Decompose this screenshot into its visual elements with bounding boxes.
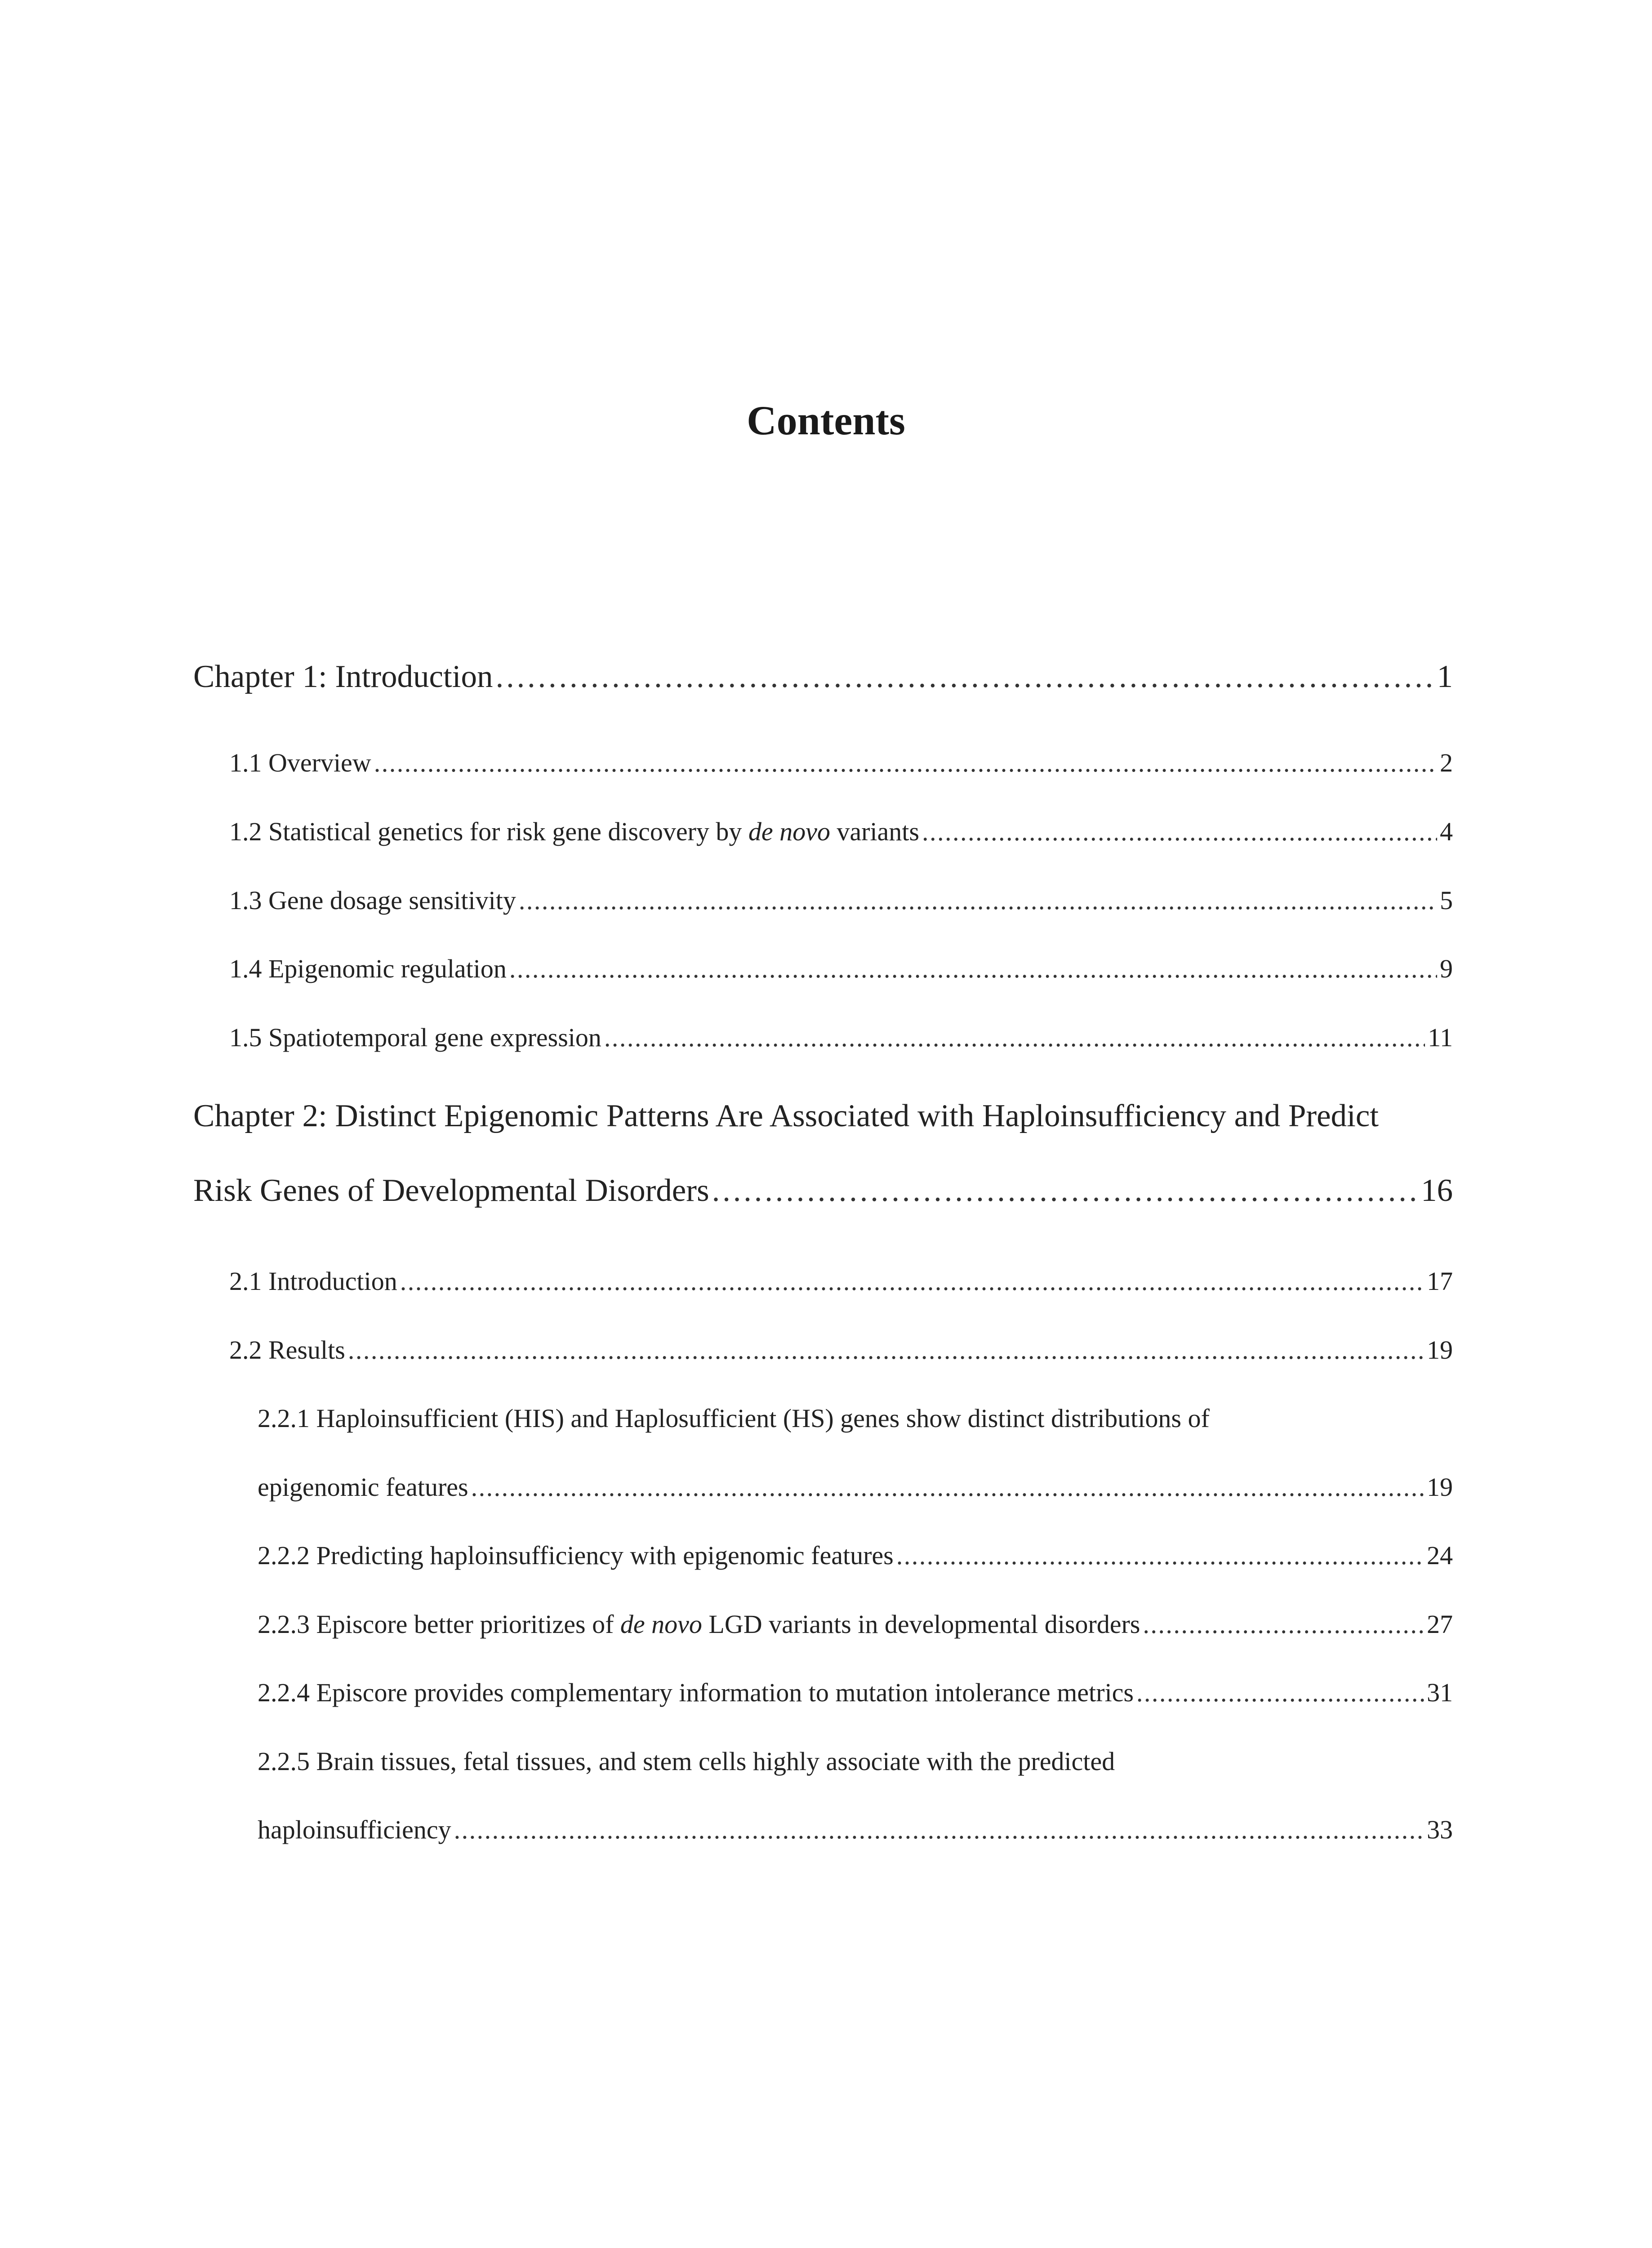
toc-page-number: 1 [1437, 659, 1453, 694]
toc-page-number: 4 [1440, 817, 1453, 846]
toc-entry-label: haploinsufficiency [258, 1815, 451, 1844]
toc-entry-label: 2.2 Results [229, 1335, 345, 1365]
toc-page-number: 5 [1440, 886, 1453, 915]
dot-leader [712, 1173, 1418, 1209]
toc-entry-chapter-2[interactable] [193, 1173, 1453, 1209]
toc-entry-2-2-1[interactable] [258, 1472, 1453, 1503]
dot-leader [495, 659, 1434, 695]
toc-entry-2-2-2[interactable] [258, 1540, 1453, 1571]
toc-page-number: 33 [1427, 1815, 1453, 1844]
toc-entry-chapter-1[interactable] [193, 659, 1453, 695]
dot-leader [604, 1022, 1425, 1053]
toc-entry-2-1[interactable] [229, 1266, 1453, 1297]
toc-entry-label: 1.4 Epigenomic regulation [229, 954, 507, 983]
toc-page-number: 24 [1427, 1541, 1453, 1570]
dot-leader [374, 747, 1437, 779]
toc-page-number: 31 [1427, 1678, 1453, 1707]
toc-page-number: 17 [1427, 1267, 1453, 1296]
toc-entry-1-2[interactable] [229, 816, 1453, 847]
toc-entry-1-4[interactable] [229, 953, 1453, 985]
toc-page-number: 27 [1427, 1610, 1453, 1639]
toc-page-number: 19 [1427, 1472, 1453, 1502]
dot-leader [1143, 1609, 1424, 1640]
dot-leader [1136, 1677, 1424, 1708]
toc-entry-label: 2.2.3 Episcore better prioritizes of de novo LGD variants in developmental disorders [258, 1610, 1140, 1639]
toc-page-number: 11 [1428, 1023, 1453, 1052]
toc-entry-label: 1.1 Overview [229, 748, 371, 777]
toc-entry-label: 2.2.2 Predicting haploinsufficiency with epigenomic features [258, 1541, 894, 1570]
toc-entry-2-2-1-line-1[interactable]: 2.2.1 Haploinsufficient (HIS) and Haplosufficient (HS) genes show distinct distributions of [258, 1404, 1210, 1433]
toc-entry-label: 1.2 Statistical genetics for risk gene discovery by de novo variants [229, 817, 919, 846]
toc-entry-2-2-5[interactable] [258, 1814, 1453, 1846]
toc-entry-2-2-5-line-1[interactable]: 2.2.5 Brain tissues, fetal tissues, and stem cells highly associate with the predicted [258, 1747, 1115, 1776]
dot-leader [348, 1334, 1424, 1366]
dot-leader [454, 1814, 1424, 1846]
dot-leader [896, 1540, 1424, 1571]
toc-entry-chapter-2-line-1[interactable]: Chapter 2: Distinct Epigenomic Patterns Are Associated with Haploinsufficiency and Predict [193, 1098, 1379, 1133]
toc-page-number: 16 [1421, 1173, 1453, 1208]
dot-leader [519, 885, 1437, 916]
toc-entry-label: 2.1 Introduction [229, 1267, 397, 1296]
dot-leader [922, 816, 1437, 847]
toc-entry-2-2-4[interactable] [258, 1677, 1453, 1708]
toc-entry-1-3[interactable] [229, 885, 1453, 916]
dot-leader [509, 953, 1437, 985]
toc-entry-label: Chapter 1: Introduction [193, 659, 493, 694]
toc-entry-label: 1.5 Spatiotemporal gene expression [229, 1023, 601, 1052]
toc-entry-1-5[interactable] [229, 1022, 1453, 1053]
toc-entry-2-2-3[interactable] [258, 1609, 1453, 1640]
dot-leader [471, 1472, 1424, 1503]
toc-entry-1-1[interactable] [229, 747, 1453, 779]
dot-leader [400, 1266, 1424, 1297]
toc-entry-label: Risk Genes of Developmental Disorders [193, 1173, 709, 1208]
toc-page-number: 9 [1440, 954, 1453, 983]
toc-entry-label: 1.3 Gene dosage sensitivity [229, 886, 516, 915]
toc-entry-label: epigenomic features [258, 1472, 468, 1502]
toc-entry-2-2[interactable] [229, 1334, 1453, 1366]
toc-entry-label: 2.2.4 Episcore provides complementary information to mutation intolerance metrics [258, 1678, 1134, 1707]
page-title: Contents [747, 397, 905, 443]
toc-page-number: 19 [1427, 1335, 1453, 1365]
toc-page-number: 2 [1440, 748, 1453, 777]
